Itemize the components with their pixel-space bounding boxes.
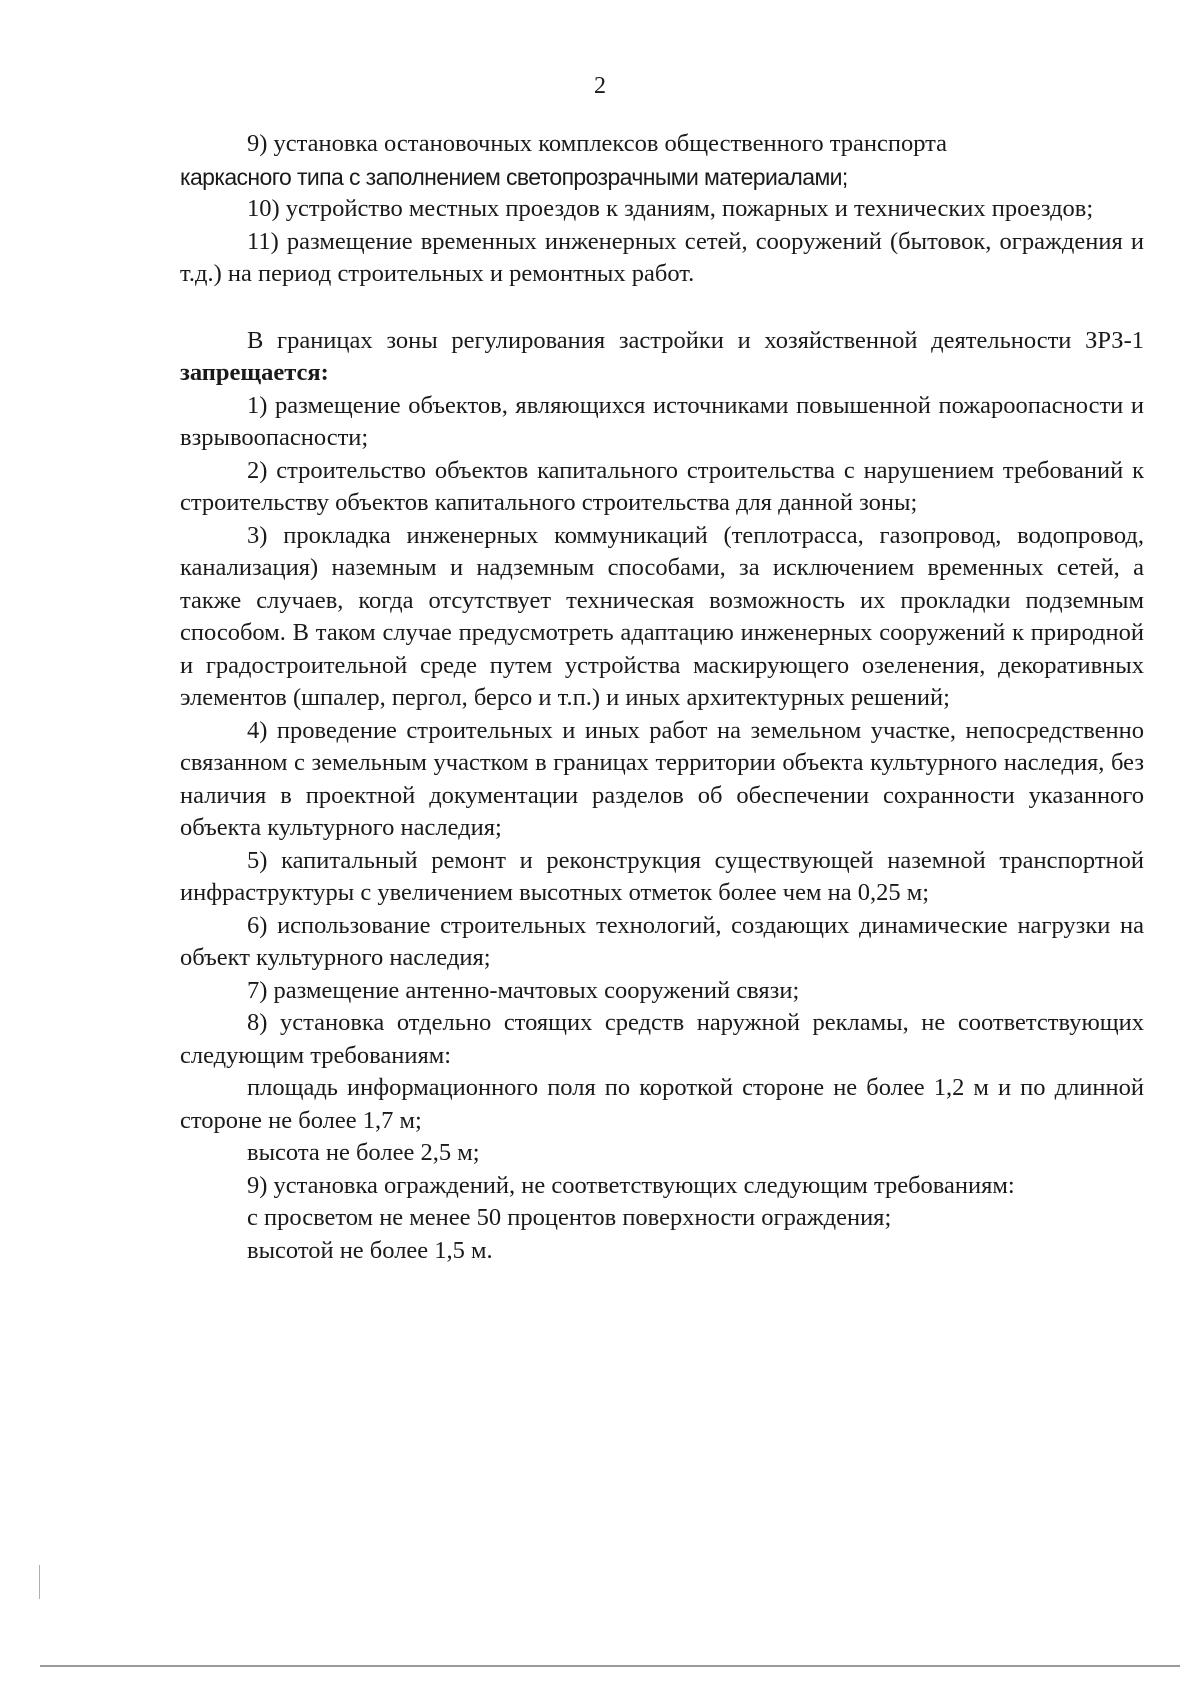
page-number: 2	[594, 73, 606, 99]
prohibited-item-2: 2) строительство объектов капитального строительства с нарушением требований к строительству объектов капитального строительства для данной зоны;	[180, 456, 1144, 516]
document-body	[180, 128, 1144, 1267]
prohibited-item-8: 8) установка отдельно стоящих средств наружной рекламы, не соответствующих следующим требованиям:	[180, 1009, 1144, 1069]
prohibited-item-3: 3) прокладка инженерных коммуникаций (теплотрасса, газопровод, водопровод, канализация) наземным и надземным способами, за исключением временных сетей, а также случаев, когда отсутствует техническая возможность их прокладки подземным способом. В таком случае предусмотреть адаптацию инженерных сооружений к природной и градостроительной среде путем устройства маскирующего озеленения, декоративных элементов (шпалер, пергол, берсо и т.п.) и иных архитектурных решений;	[180, 521, 1144, 711]
prohibited-item-4: 4) проведение строительных и иных работ на земельном участке, непосредственно связанном с земельным участком в границах территории объекта культурного наследия, без наличия в проектной документации разделов об обеспечении сохранности указанного объекта культурного наследия;	[180, 716, 1144, 841]
prohibited-item-8-req-2: высота не более 2,5 м;	[247, 1139, 480, 1166]
paragraph-allowed-10: 10) устройство местных проездов к зданиям, пожарных и технических проездов;	[247, 195, 1094, 222]
prohibited-item-9-req-2: высотой не более 1,5 м.	[247, 1236, 493, 1264]
prohibited-item-9-req-1: с просветом не менее 50 процентов поверхности ограждения;	[247, 1204, 892, 1231]
scan-artifact-tick	[39, 1565, 40, 1599]
paragraph-allowed-9-part2: каркасного типа с заполнением светопрозрачными материалами;	[180, 163, 848, 190]
prohibited-intro-text: В границах зоны регулирования застройки и хозяйственной деятельности ЗРЗ-1	[247, 326, 1144, 354]
paragraph-allowed-9-part1: 9) установка остановочных комплексов общественного транспорта	[247, 130, 948, 157]
prohibited-item-6: 6) использование строительных технологий, создающих динамические нагрузки на объект культурного наследия;	[180, 911, 1144, 971]
prohibited-item-7: 7) размещение антенно-мачтовых сооружений связи;	[247, 976, 800, 1004]
prohibited-item-5: 5) капитальный ремонт и реконструкция существующей наземной транспортной инфраструктуры с увеличением высотных отметок более чем на 0,25 м;	[180, 846, 1144, 906]
prohibited-item-9: 9) установка ограждений, не соответствующих следующим требованиям:	[247, 1171, 1015, 1199]
section-spacer	[180, 291, 1144, 325]
prohibited-intro-bold: запрещается:	[180, 359, 329, 386]
prohibited-intro	[180, 325, 1144, 390]
paragraph-allowed-11: 11) размещение временных инженерных сетей, сооружений (бытовок, ограждения и т.д.) на период строительных и ремонтных работ.	[180, 227, 1144, 287]
prohibited-item-8-req-1: площадь информационного поля по короткой стороне не более 1,2 м и по длинной стороне не более 1,7 м;	[180, 1074, 1144, 1134]
prohibited-item-1: 1) размещение объектов, являющихся источниками повышенной пожароопасности и взрывоопасности;	[180, 391, 1144, 451]
scan-artifact-bottom-line	[40, 1665, 1180, 1667]
